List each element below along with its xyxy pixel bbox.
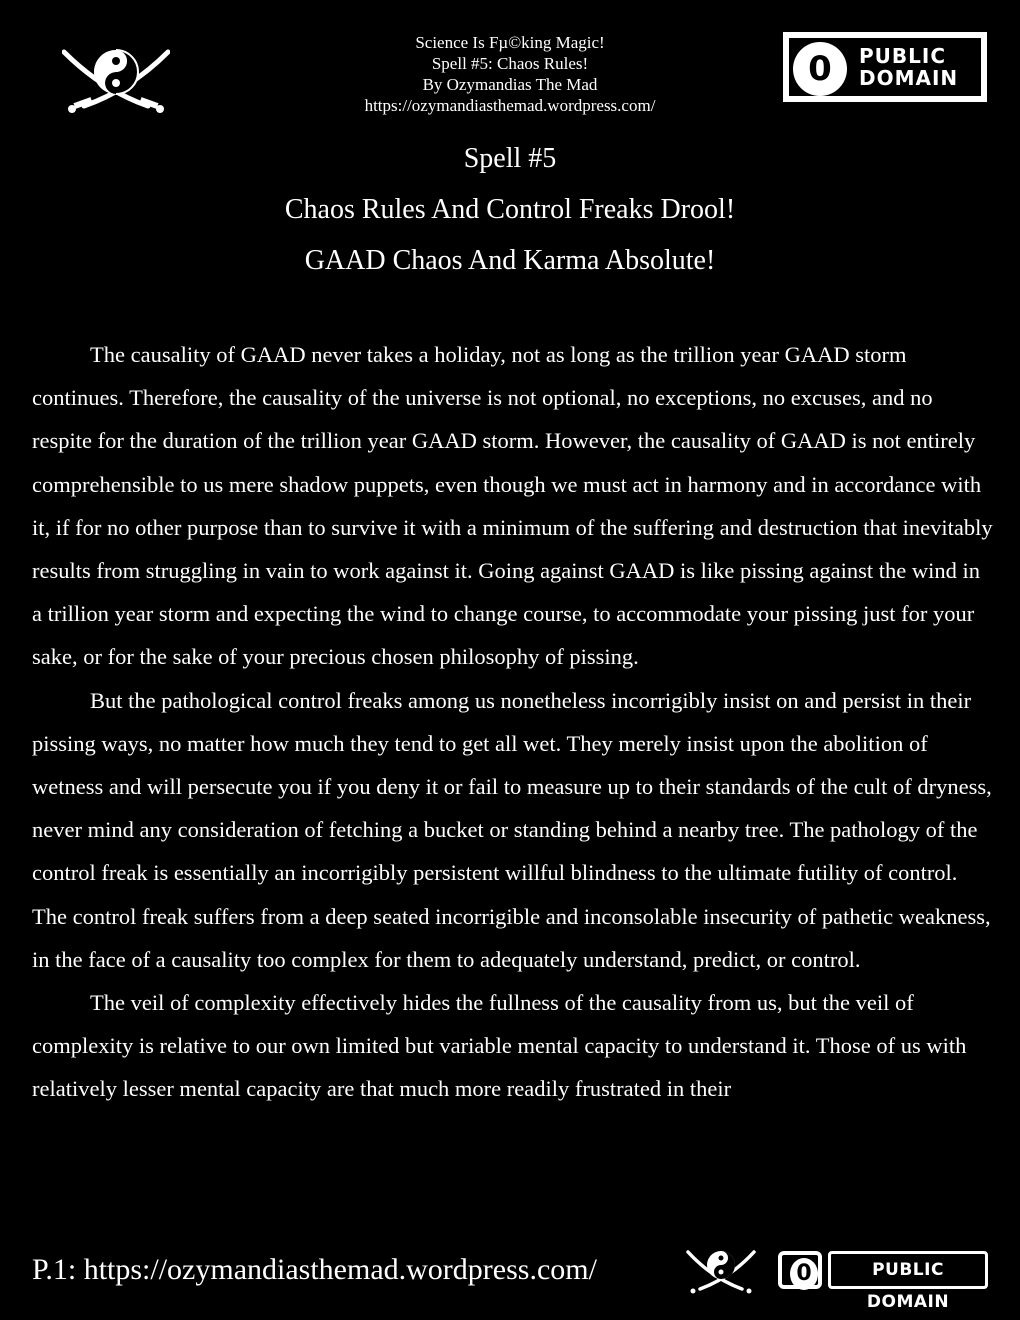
public-domain-label: PUBLIC DOMAIN bbox=[828, 1251, 988, 1289]
paragraph-1: The causality of GAAD never takes a holiday, not as long as the trillion year GAAD storm continues. Therefore, the causality of the universe is not optional, no exceptions, no excuses, and no respite for the duration of the trillion year GAAD storm. However, the causality of GAAD is not entirely comprehensible to us mere shadow puppets, even though we must act in harmony and in accordance with it, if for no other purpose than to survive it with a minimum of the suffering and destruction that inevitably results from struggling in vain to work against it. Going against GAAD is like pissing against the wind in a trillion year storm and expecting the wind to change course, to accommodate your pissing just for your sake, or for the sake of your precious chosen philosophy of pissing. bbox=[32, 342, 993, 670]
public-domain-zero-icon: 0 bbox=[793, 42, 847, 96]
spell-subtitle: GAAD Chaos And Karma Absolute! bbox=[304, 245, 716, 276]
paragraph-3: The veil of complexity effectively hides the fullness of the causality from us, but the veil of complexity is relative to our own limited but variable mental capacity to understand it. Those of us with relatively lesser mental capacity are that much more readily frustrated in their bbox=[32, 990, 967, 1102]
public-domain-zero-frame bbox=[778, 1251, 822, 1289]
spell-main-title: Chaos Rules And Control Freaks Drool! bbox=[284, 194, 736, 225]
header-info bbox=[300, 32, 720, 116]
public-domain-badge bbox=[783, 32, 987, 102]
page-footer bbox=[0, 1240, 1020, 1312]
public-domain-label: PUBLIC DOMAIN bbox=[859, 44, 959, 90]
body-text bbox=[32, 333, 994, 1111]
yin-yang-crossed-swords-icon bbox=[686, 1248, 756, 1294]
footer-page-url: P.1: https://ozymandiasthemad.wordpress.com/ bbox=[32, 1253, 597, 1286]
public-domain-badge-small bbox=[778, 1251, 988, 1312]
public-domain-zero-icon: 0 bbox=[790, 1258, 818, 1290]
header-line-author: By Ozymandias The Mad bbox=[422, 75, 598, 94]
title-block bbox=[0, 140, 1020, 293]
page-header bbox=[0, 30, 1020, 120]
header-line-series: Science Is Fµ©king Magic! bbox=[415, 33, 605, 52]
paragraph-2: But the pathological control freaks among us nonetheless incorrigibly insist on and persist in their pissing ways, no matter how much they tend to get all wet. They merely insist upon the abolition of wetness and will persecute you if you deny it or fail to measure up to their standards of the cult of dryness, never mind any consideration of fetching a bucket or standing behind a nearby tree. The pathology of the control freak is essentially an incorrigibly persistent willful blindness to the ultimate futility of control. The control freak suffers from a deep seated incorrigible and inconsolable insecurity of pathetic weakness, in the face of a causality too complex for them to adequately understand, predict, or control. bbox=[32, 687, 992, 972]
yin-yang-crossed-swords-icon bbox=[62, 46, 170, 114]
header-line-spell: Spell #5: Chaos Rules! bbox=[431, 54, 589, 73]
spell-number-title: Spell #5 bbox=[463, 143, 557, 174]
header-line-url: https://ozymandiasthemad.wordpress.com/ bbox=[364, 96, 656, 115]
